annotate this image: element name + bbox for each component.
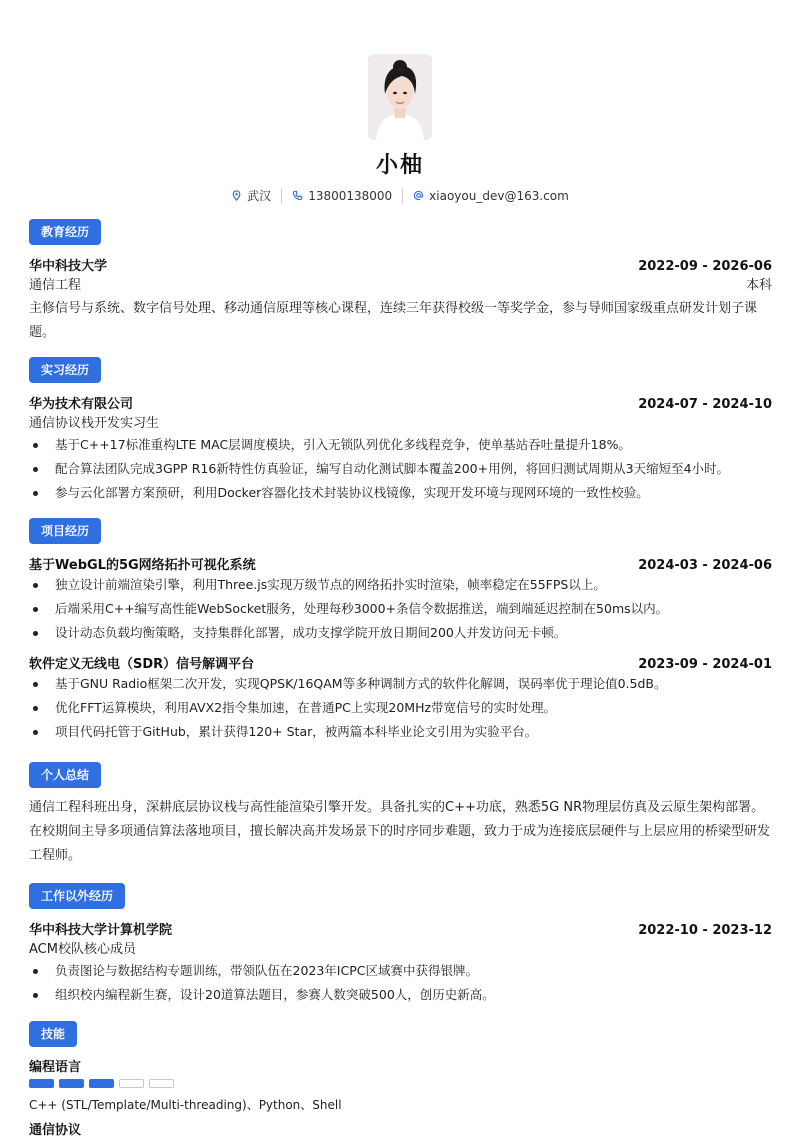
education-subheader xyxy=(29,274,772,293)
list-item: 基于GNU Radio框架二次开发，实现QPSK/16QAM等多种调制方式的软件化解调，误码率优于理论值0.5dB。 xyxy=(29,672,772,696)
skill-level-bar xyxy=(29,1079,772,1088)
section-other-experience xyxy=(29,883,772,1007)
candidate-name: 小柚 xyxy=(375,153,424,178)
degree: 本科 xyxy=(745,278,772,293)
list-item: 参与云化部署方案预研，利用Docker容器化技术封装协议栈镜像，实现开发环境与现网环境的一致性校验。 xyxy=(29,481,772,505)
section-summary xyxy=(29,762,772,868)
section-title-education: 教育经历 xyxy=(29,219,101,245)
phone-text: 13800138000 xyxy=(308,188,393,203)
project-bullets xyxy=(29,672,772,744)
section-projects xyxy=(29,518,772,744)
internship-bullets xyxy=(29,433,772,505)
contact-phone xyxy=(292,189,392,203)
list-item: 基于C++17标准重构LTE MAC层调度模块，引入无锁队列优化多线程竞争，使单基站吞吐量提升18%。 xyxy=(29,433,772,457)
education-date: 2022-09 - 2026-06 xyxy=(638,259,772,274)
other-date: 2022-10 - 2023-12 xyxy=(638,923,772,938)
section-education xyxy=(29,219,772,345)
list-item: 后端采用C++编写高性能WebSocket服务，处理每秒3000+条信令数据推送，端到端延迟控制在50ms以内。 xyxy=(29,597,772,621)
contact-info xyxy=(0,187,800,204)
contact-location xyxy=(231,187,271,204)
list-item: 独立设计前端渲染引擎，利用Three.js实现万级节点的网络拓扑实时渲染，帧率稳定在55FPS以上。 xyxy=(29,573,772,597)
list-item: 项目代码托管于GitHub，累计获得120+ Star，被两篇本科毕业论文引用为实验平台。 xyxy=(29,720,772,744)
contact-divider xyxy=(281,189,282,203)
list-item: 配合算法团队完成3GPP R16新特性仿真验证，编写自动化测试脚本覆盖200+用例，将回归测试周期从3天缩短至4小时。 xyxy=(29,457,772,481)
email-icon xyxy=(413,190,424,201)
contact-divider xyxy=(402,189,403,203)
project-header xyxy=(29,554,772,573)
internship-date: 2024-07 - 2024-10 xyxy=(638,397,772,412)
education-header xyxy=(29,255,772,274)
education-description: 主修信号与系统、数字信号处理、移动通信原理等核心课程，连续三年获得校级一等奖学金，参与导师国家级重点研发计划子课题。 xyxy=(29,301,758,340)
other-role: ACM校队核心成员 xyxy=(29,942,136,957)
skill-name: 通信协议 xyxy=(29,1123,82,1138)
skill-level-segment xyxy=(89,1079,114,1088)
skill-level-segment xyxy=(29,1079,54,1088)
project-bullets xyxy=(29,573,772,645)
section-title-projects: 项目经历 xyxy=(29,518,101,544)
email-text[interactable]: xiaoyou_dev@163.com xyxy=(429,188,569,203)
section-title-other: 工作以外经历 xyxy=(29,883,125,909)
project-date: 2024-03 - 2024-06 xyxy=(638,558,772,573)
project-name: 基于WebGL的5G网络拓扑可视化系统 xyxy=(29,558,256,573)
section-internship xyxy=(29,357,772,505)
section-title-summary: 个人总结 xyxy=(29,762,101,788)
list-item: 优化FFT运算模块，利用AVX2指令集加速，在普通PC上实现20MHz带宽信号的实时处理。 xyxy=(29,696,772,720)
location-icon xyxy=(231,190,242,201)
org-name: 华中科技大学计算机学院 xyxy=(29,923,173,938)
skill-level-segment xyxy=(119,1079,144,1088)
skill-level-segment xyxy=(59,1079,84,1088)
company-name: 华为技术有限公司 xyxy=(29,397,134,412)
skill-detail: C++ (STL/Template/Multi-threading)、Python、Shell xyxy=(29,1098,342,1112)
phone-icon xyxy=(292,190,303,201)
section-skills xyxy=(29,1021,772,1138)
resume-header xyxy=(0,54,800,204)
project-header xyxy=(29,653,772,672)
section-title-internship: 实习经历 xyxy=(29,357,101,383)
project-date: 2023-09 - 2024-01 xyxy=(638,657,772,672)
internship-header xyxy=(29,393,772,412)
location-text: 武汉 xyxy=(247,189,272,203)
major: 通信工程 xyxy=(29,278,82,293)
project-name: 软件定义无线电（SDR）信号解调平台 xyxy=(29,657,255,672)
school-name: 华中科技大学 xyxy=(29,259,108,274)
list-item: 负责图论与数据结构专题训练，带领队伍在2023年ICPC区域赛中获得银牌。 xyxy=(29,959,772,983)
summary-text: 通信工程科班出身，深耕底层协议栈与高性能渲染引擎开发。具备扎实的C++功底，熟悉5G NR物理层仿真及云原生架构部署。在校期间主导多项通信算法落地项目，擅长解决高并发场景下的时序同步难题，致力于成为连接底层硬件与上层应用的桥梁型研发工程师。 xyxy=(29,800,771,863)
avatar xyxy=(368,54,432,140)
internship-role: 通信协议栈开发实习生 xyxy=(29,416,160,431)
list-item: 组织校内编程新生赛，设计20道算法题目，参赛人数突破500人，创历史新高。 xyxy=(29,983,772,1007)
list-item: 设计动态负载均衡策略，支持集群化部署，成功支撑学院开放日期间200人并发访问无卡顿。 xyxy=(29,621,772,645)
other-bullets xyxy=(29,959,772,1007)
skill-name: 编程语言 xyxy=(29,1060,82,1075)
other-header xyxy=(29,919,772,938)
skill-level-segment xyxy=(149,1079,174,1088)
contact-email[interactable] xyxy=(413,189,569,203)
section-title-skills: 技能 xyxy=(29,1021,77,1047)
